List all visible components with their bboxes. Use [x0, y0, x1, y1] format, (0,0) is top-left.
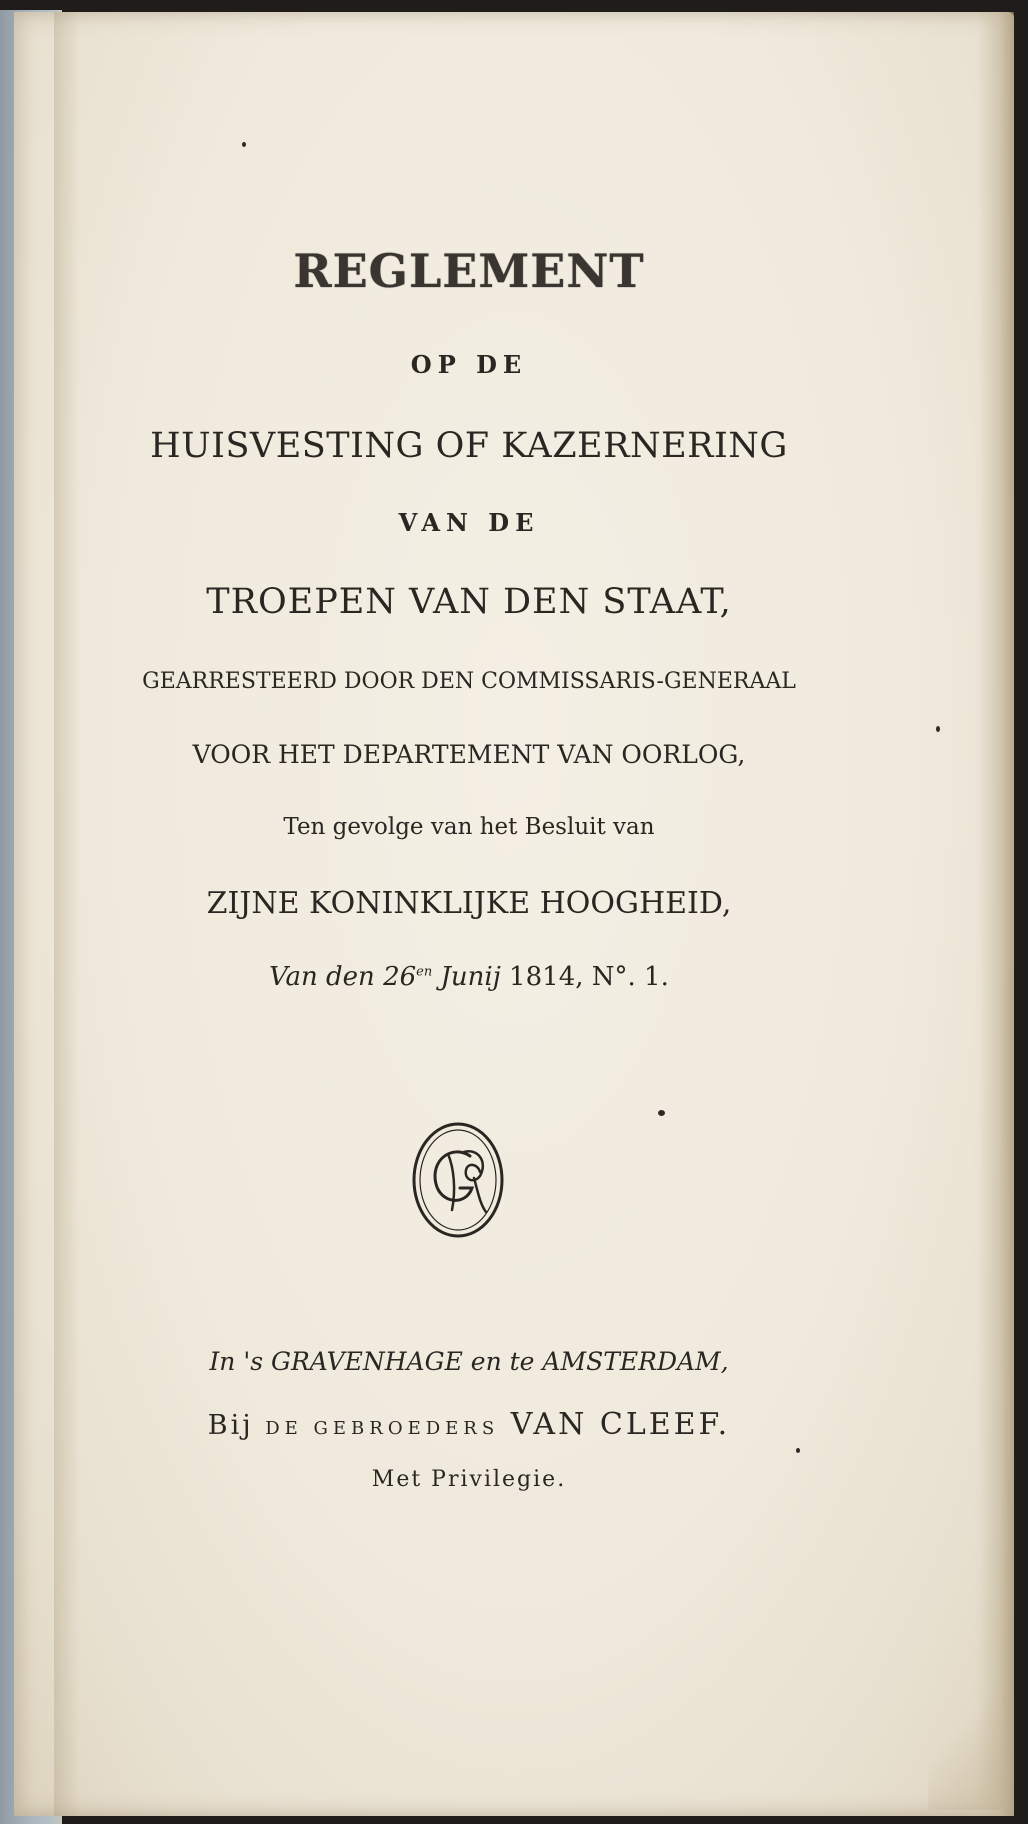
date-month: Junij: [432, 962, 501, 992]
subtitle-huisvesting: HUISVESTING OF KAZERNERING: [150, 426, 788, 466]
subtitle-ten-gevolge: Ten gevolge van het Besluit van: [283, 814, 655, 840]
gvc-monogram-icon: [408, 1118, 508, 1242]
date-year-number: 1814, N°. 1.: [500, 962, 669, 992]
publisher-name: VAN CLEEF.: [510, 1407, 731, 1442]
subtitle-voor-departement: VOOR HET DEPARTEMENT VAN OORLOG,: [192, 740, 746, 769]
subtitle-zijne-hoogheid: ZIJNE KONINKLIJKE HOOGHEID,: [206, 886, 732, 921]
title-page: [14, 12, 1014, 1816]
subtitle-gearresteerd: GEARRESTEERD DOOR DEN COMMISSARIS-GENERAAL: [142, 669, 796, 694]
imprint-publisher: [14, 1407, 924, 1442]
subtitle-op-de: OP DE: [410, 350, 528, 379]
imprint-place: In 's GRAVENHAGE en te AMSTERDAM,: [209, 1347, 729, 1376]
title-page-text: [14, 12, 1014, 1816]
paper-speck: [242, 142, 246, 147]
subtitle-van-de: VAN DE: [398, 508, 540, 537]
date-superscript: en: [416, 964, 433, 980]
date-line: [14, 962, 924, 992]
publisher-prefix: Bij: [207, 1410, 254, 1441]
paper-speck: [796, 1448, 800, 1453]
paper-speck: [658, 1110, 665, 1116]
paper-speck: [936, 726, 940, 732]
imprint-privilege: Met Privilegie.: [371, 1467, 567, 1492]
date-prefix: Van den 26: [269, 962, 417, 992]
publisher-small-caps: DE GEBROEDERS: [265, 1418, 500, 1439]
document-title: REGLEMENT: [293, 244, 645, 298]
subtitle-troepen: TROEPEN VAN DEN STAAT,: [206, 582, 732, 622]
